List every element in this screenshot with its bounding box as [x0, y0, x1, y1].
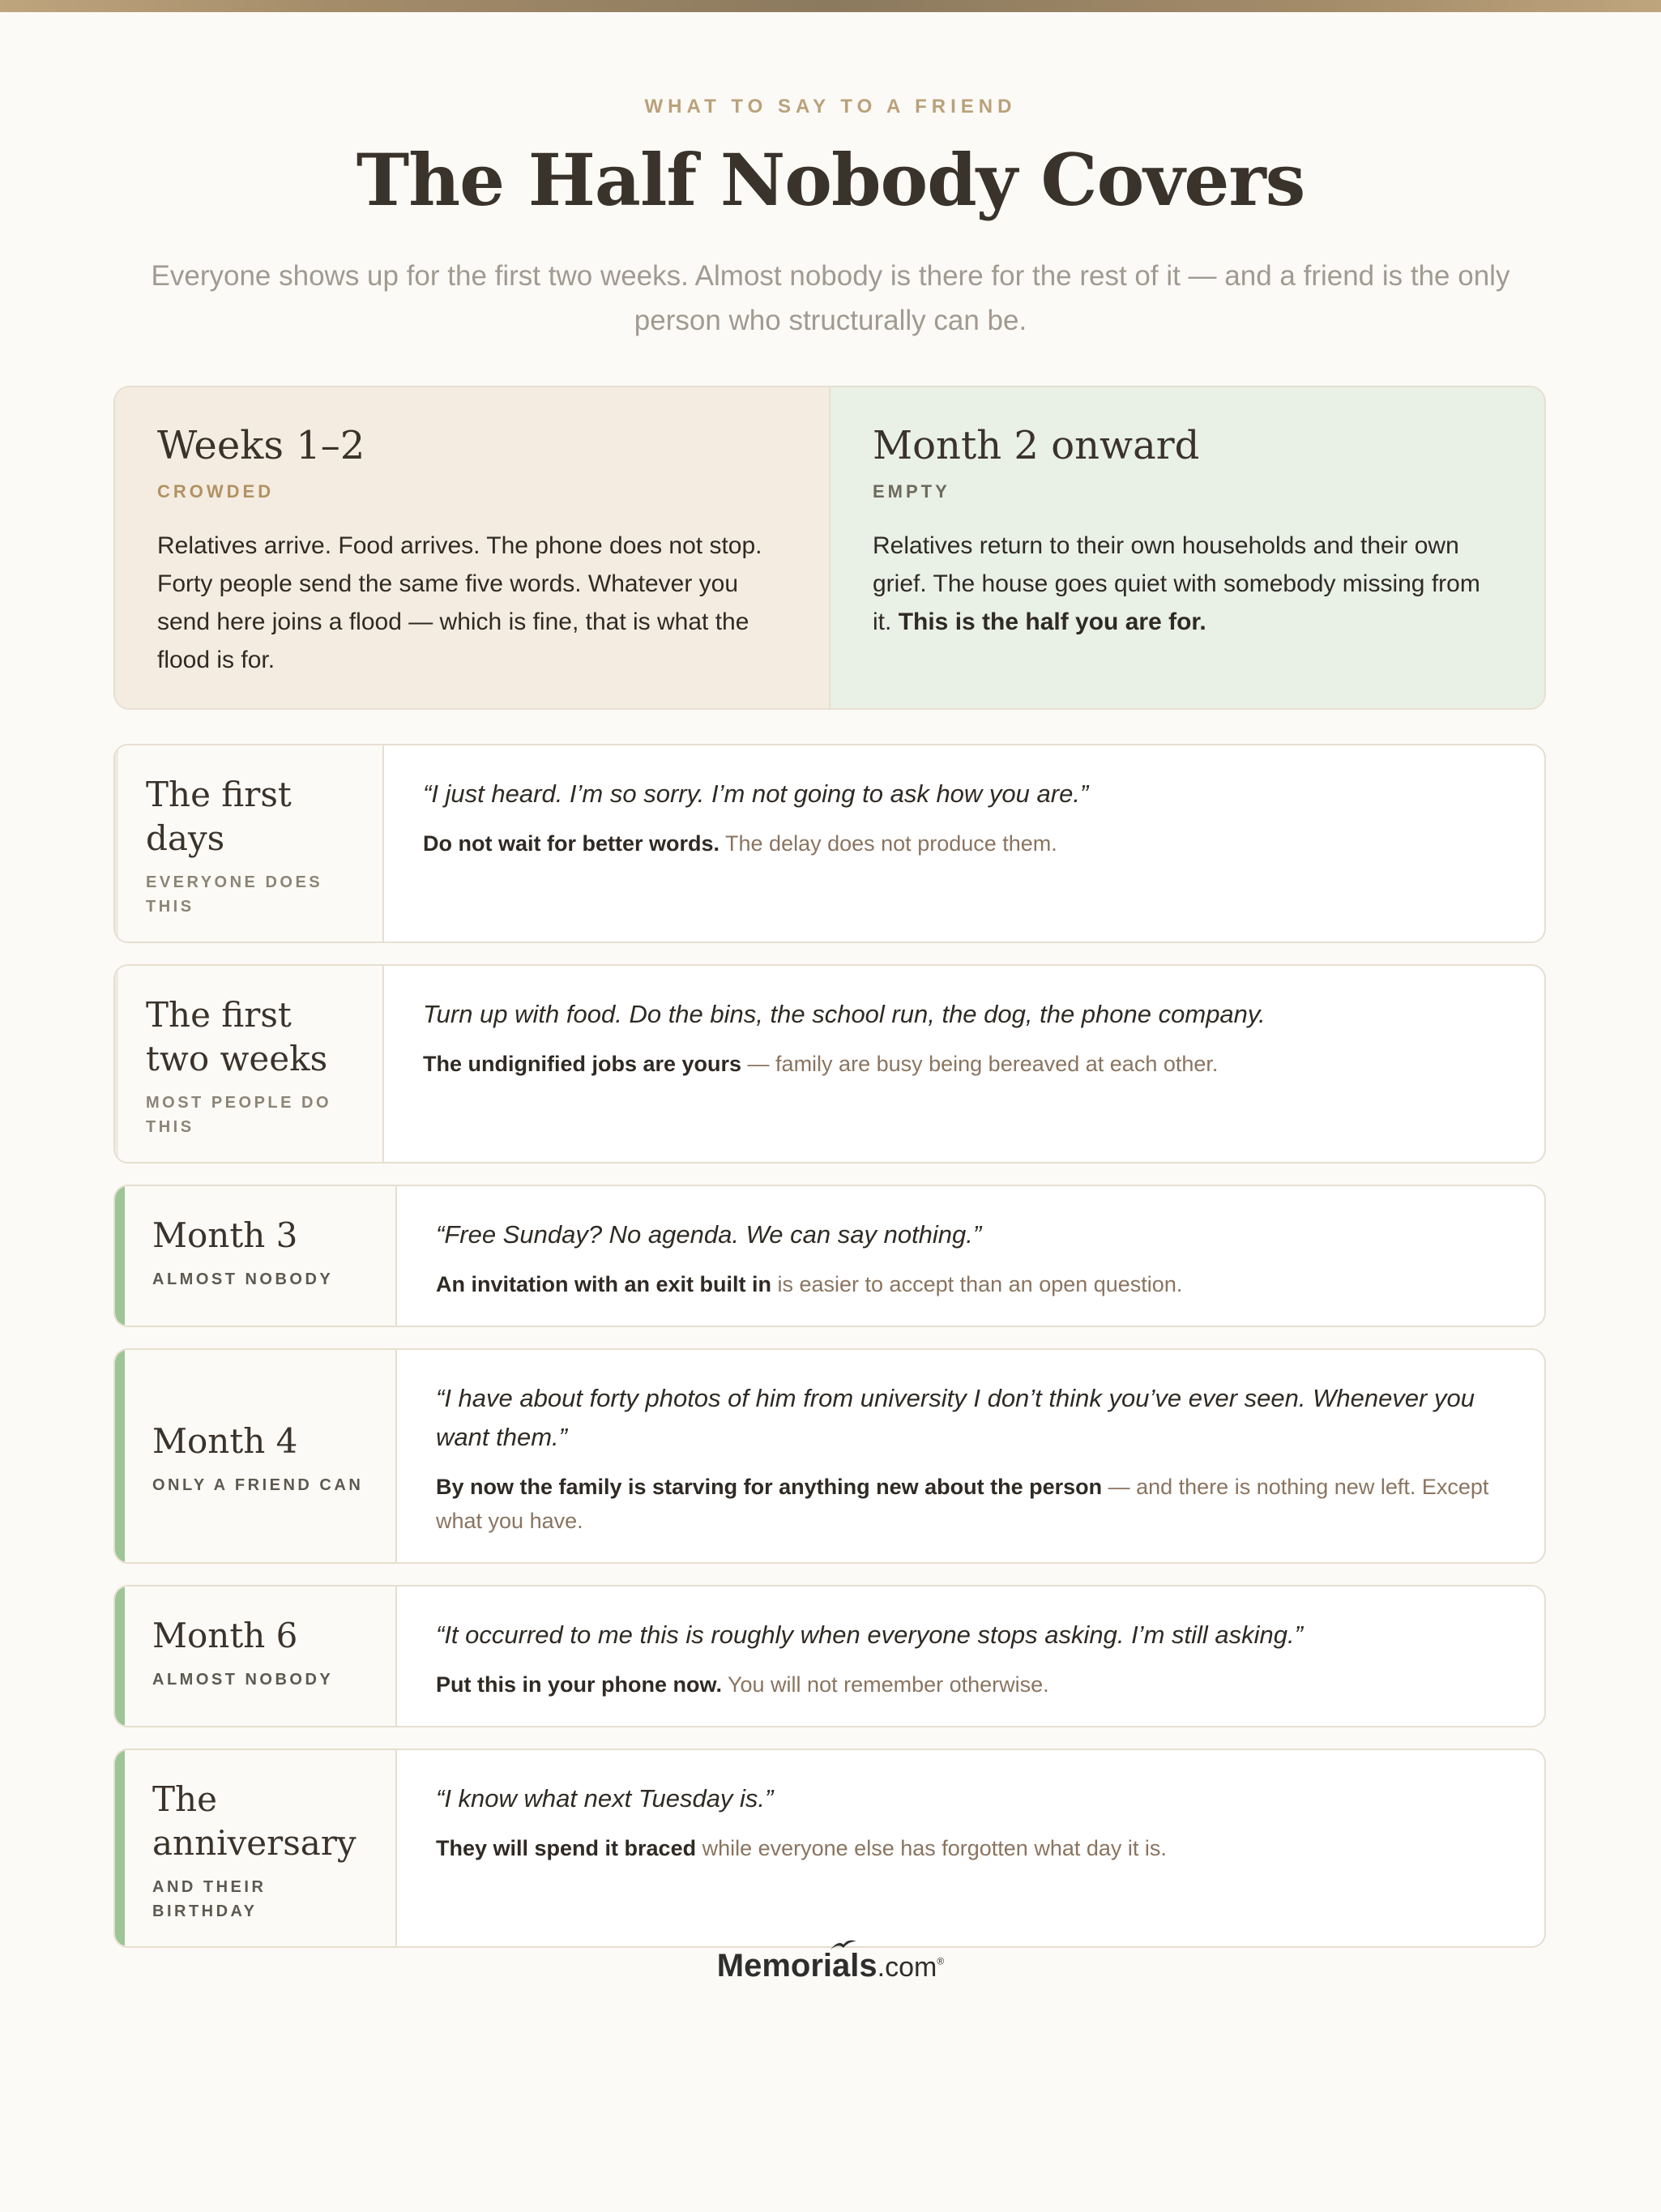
timeline-row-first-days [113, 744, 1546, 943]
row-note-rest: — family are busy being bereaved at each other. [741, 1052, 1219, 1076]
empty-text-emphasis: This is the half you are for. [898, 609, 1206, 635]
row-stripe [115, 1186, 125, 1326]
comparison-panel [113, 386, 1546, 710]
row-content [384, 966, 1544, 1162]
row-content [397, 1186, 1544, 1326]
empty-tag: EMPTY [873, 481, 950, 502]
row-note-bold: The undignified jobs are yours [423, 1052, 742, 1076]
row-label [125, 1586, 397, 1726]
row-label [118, 745, 384, 942]
row-stripe [115, 1586, 125, 1726]
row-tag: ALMOST NOBODY [152, 1270, 334, 1288]
empty-text-body: Relatives return to their own households and their own grief. The house goes quiet with somebody missing from it. [873, 532, 1480, 635]
row-title: The anniversary [152, 1779, 357, 1863]
empty-title: Month 2 onward [873, 423, 1200, 468]
logo-brand [717, 1948, 877, 1984]
crowded-column [115, 387, 830, 708]
row-quote: “It occurred to me this is roughly when everyone stops asking. I’m still asking.” [436, 1621, 1303, 1649]
row-tag: EVERYONE DOES THIS [146, 873, 323, 916]
logo-suffix: .com [877, 1952, 937, 1983]
row-title: The first days [146, 775, 292, 858]
timeline-row-anniversary [113, 1749, 1546, 1948]
row-note [436, 1267, 1509, 1301]
row-quote: “I have about forty photos of him from university I don’t think you’ve ever seen. Whenever you want them.” [436, 1384, 1475, 1451]
timeline-row-month-6 [113, 1585, 1546, 1727]
row-note [436, 1470, 1509, 1538]
timeline-row-month-4 [113, 1348, 1546, 1564]
crowded-title: Weeks 1–2 [157, 423, 365, 468]
row-tag: ONLY A FRIEND CAN [152, 1476, 364, 1494]
row-tag: ALMOST NOBODY [152, 1671, 334, 1689]
row-note-bold: By now the family is starving for anything new about the person [436, 1475, 1103, 1499]
row-label [125, 1350, 397, 1562]
bird-swoosh-icon [829, 1938, 858, 1951]
logo-registered-mark: ® [937, 1955, 945, 1967]
row-quote: Turn up with food. Do the bins, the school run, the dog, the phone company. [423, 1000, 1266, 1028]
row-title: Month 3 [152, 1215, 298, 1255]
row-note-bold: Put this in your phone now. [436, 1672, 722, 1697]
row-title: The first two weeks [146, 995, 328, 1078]
row-label [125, 1750, 397, 1946]
row-content [384, 745, 1544, 942]
crowded-tag: CROWDED [157, 481, 275, 502]
row-title: Month 4 [152, 1421, 298, 1461]
timeline-row-month-3 [113, 1185, 1546, 1327]
row-note [423, 1047, 1509, 1081]
row-stripe [115, 1750, 125, 1946]
row-quote: “Free Sunday? No agenda. We can say nothing.” [436, 1220, 982, 1249]
row-note-rest: — and there is nothing new left. Except what you have. [436, 1475, 1489, 1533]
row-title: Month 6 [152, 1616, 298, 1655]
row-note-rest: The delay does not produce them. [719, 831, 1057, 856]
empty-column [830, 387, 1544, 708]
row-label [118, 966, 384, 1162]
memorials-logo [0, 1948, 1661, 1984]
timeline-list [113, 744, 1546, 1969]
row-note [436, 1668, 1509, 1702]
row-quote: “I just heard. I’m so sorry. I’m not going to ask how you are.” [423, 779, 1089, 808]
row-content [397, 1750, 1544, 1946]
row-content [397, 1350, 1544, 1562]
page-subtitle: Everyone shows up for the first two weeks. Almost nobody is there for the rest of it — and a friend is the only person who structurally can be. [151, 260, 1510, 336]
row-note-bold: An invitation with an exit built in [436, 1272, 771, 1296]
row-content [397, 1586, 1544, 1726]
row-tag: AND THEIR BIRTHDAY [152, 1878, 267, 1920]
logo-brand-text: Memorials [716, 1948, 877, 1984]
row-note-rest: while everyone else has forgotten what day it is. [696, 1836, 1167, 1860]
timeline-row-first-two-weeks [113, 964, 1546, 1164]
row-note-rest: You will not remember otherwise. [721, 1672, 1049, 1697]
eyebrow: WHAT TO SAY TO A FRIEND [644, 96, 1017, 117]
row-note-bold: Do not wait for better words. [423, 831, 720, 856]
row-stripe [115, 1350, 125, 1562]
empty-text [873, 527, 1502, 641]
row-note-rest: is easier to accept than an open question. [771, 1272, 1183, 1296]
crowded-text: Relatives arrive. Food arrives. The phone does not stop. Forty people send the same five words. Whatever you send here joins a flood — which is fine, that is what the flood is for. [157, 532, 762, 673]
row-note [436, 1831, 1509, 1865]
row-quote: “I know what next Tuesday is.” [436, 1784, 774, 1813]
row-label [125, 1186, 397, 1326]
row-note-bold: They will spend it braced [436, 1836, 697, 1860]
top-accent-bar [0, 0, 1661, 12]
page-title: The Half Nobody Covers [356, 138, 1305, 222]
row-tag: MOST PEOPLE DO THIS [146, 1094, 332, 1136]
row-note [423, 826, 1509, 860]
